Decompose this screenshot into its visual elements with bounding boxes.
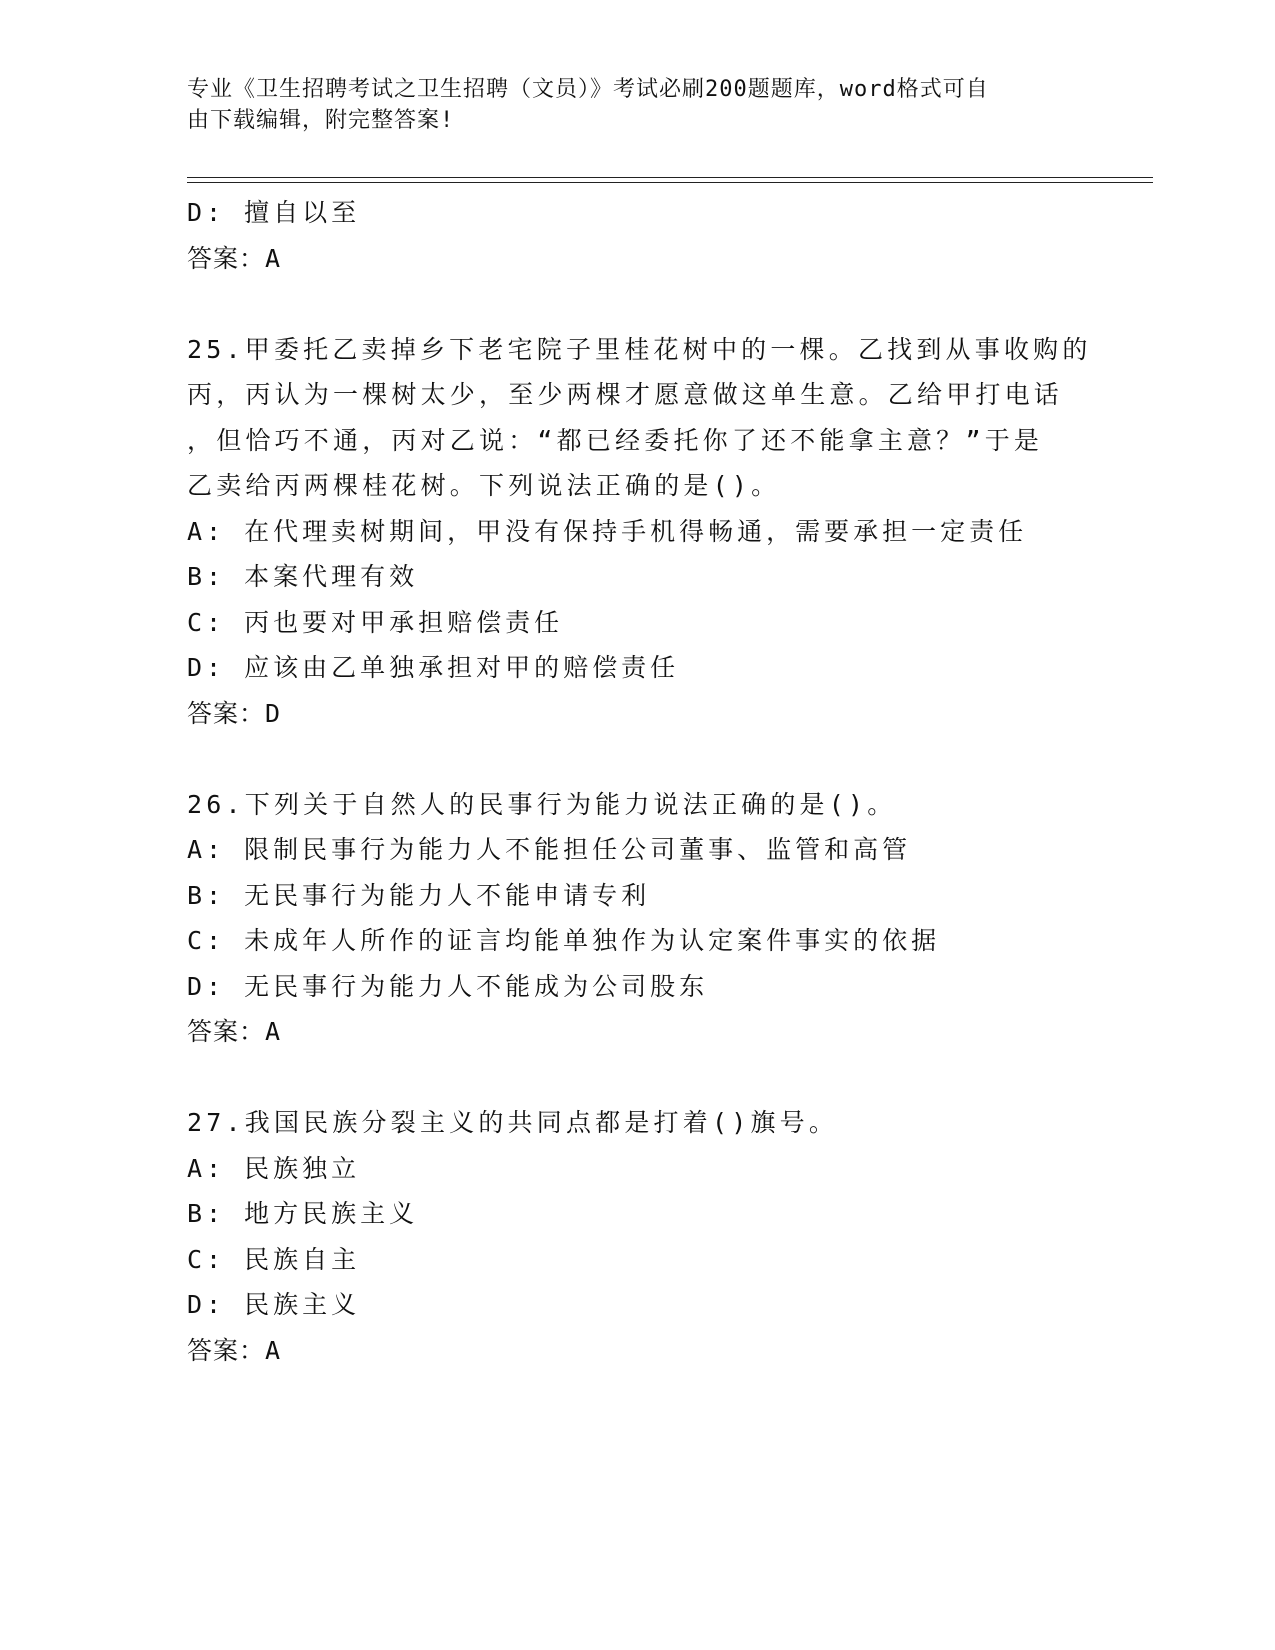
option-d: D: 无民事行为能力人不能成为公司股东 <box>187 971 709 1001</box>
header-line-2: 由下载编辑，附完整答案! <box>187 108 455 133</box>
option-c: C: 民族自主 <box>187 1244 361 1274</box>
question-25 <box>187 327 1092 737</box>
option-d: D: 民族主义 <box>187 1290 361 1319</box>
question-text-line: 乙卖给丙两棵桂花树。下列说法正确的是()。 <box>187 471 781 500</box>
header-line-1: 专业《卫生招聘考试之卫生招聘（文员）》考试必刷200题题库，word格式可自 <box>187 77 989 102</box>
option-b: B: 无民事行为能力人不能申请专利 <box>187 880 651 910</box>
option-c: C: 未成年人所作的证言均能单独作为认定案件事实的依据 <box>187 926 941 955</box>
header-divider-bottom <box>187 182 1153 183</box>
question-27 <box>187 1100 1087 1373</box>
answer-line: 答案：D <box>187 698 282 728</box>
option-a: A: 民族独立 <box>187 1153 361 1183</box>
previous-question-tail <box>187 190 1087 281</box>
document-header <box>187 74 1067 136</box>
option-d: D: 擅自以至 <box>187 198 361 227</box>
option-a: A: 在代理卖树期间，甲没有保持手机得畅通，需要承担一定责任 <box>187 516 1028 546</box>
option-c: C: 丙也要对甲承担赔偿责任 <box>187 607 564 637</box>
question-text-line: ，但恰巧不通，丙对乙说：“都已经委托你了还不能拿主意？”于是 <box>187 425 1044 455</box>
option-a: A: 限制民事行为能力人不能担任公司董事、监管和高管 <box>187 835 912 864</box>
header-divider-top <box>187 177 1153 178</box>
answer-line: 答案：A <box>187 243 282 273</box>
answer-line: 答案：A <box>187 1017 282 1046</box>
question-content <box>187 190 1092 1373</box>
option-b: B: 地方民族主义 <box>187 1199 419 1228</box>
question-26 <box>187 782 1087 1055</box>
option-b: B: 本案代理有效 <box>187 562 419 591</box>
question-text-line: 丙，丙认为一棵树太少，至少两棵才愿意做这单生意。乙给甲打电话 <box>187 380 1064 409</box>
question-text-line: 26.下列关于自然人的民事行为能力说法正确的是()。 <box>187 789 897 819</box>
question-text-line: 25.甲委托乙卖掉乡下老宅院子里桂花树中的一棵。乙找到从事收购的 <box>187 334 1092 364</box>
option-d: D: 应该由乙单独承担对甲的赔偿责任 <box>187 653 680 682</box>
question-text-line: 27.我国民族分裂主义的共同点都是打着()旗号。 <box>187 1108 839 1137</box>
answer-line: 答案：A <box>187 1335 282 1365</box>
